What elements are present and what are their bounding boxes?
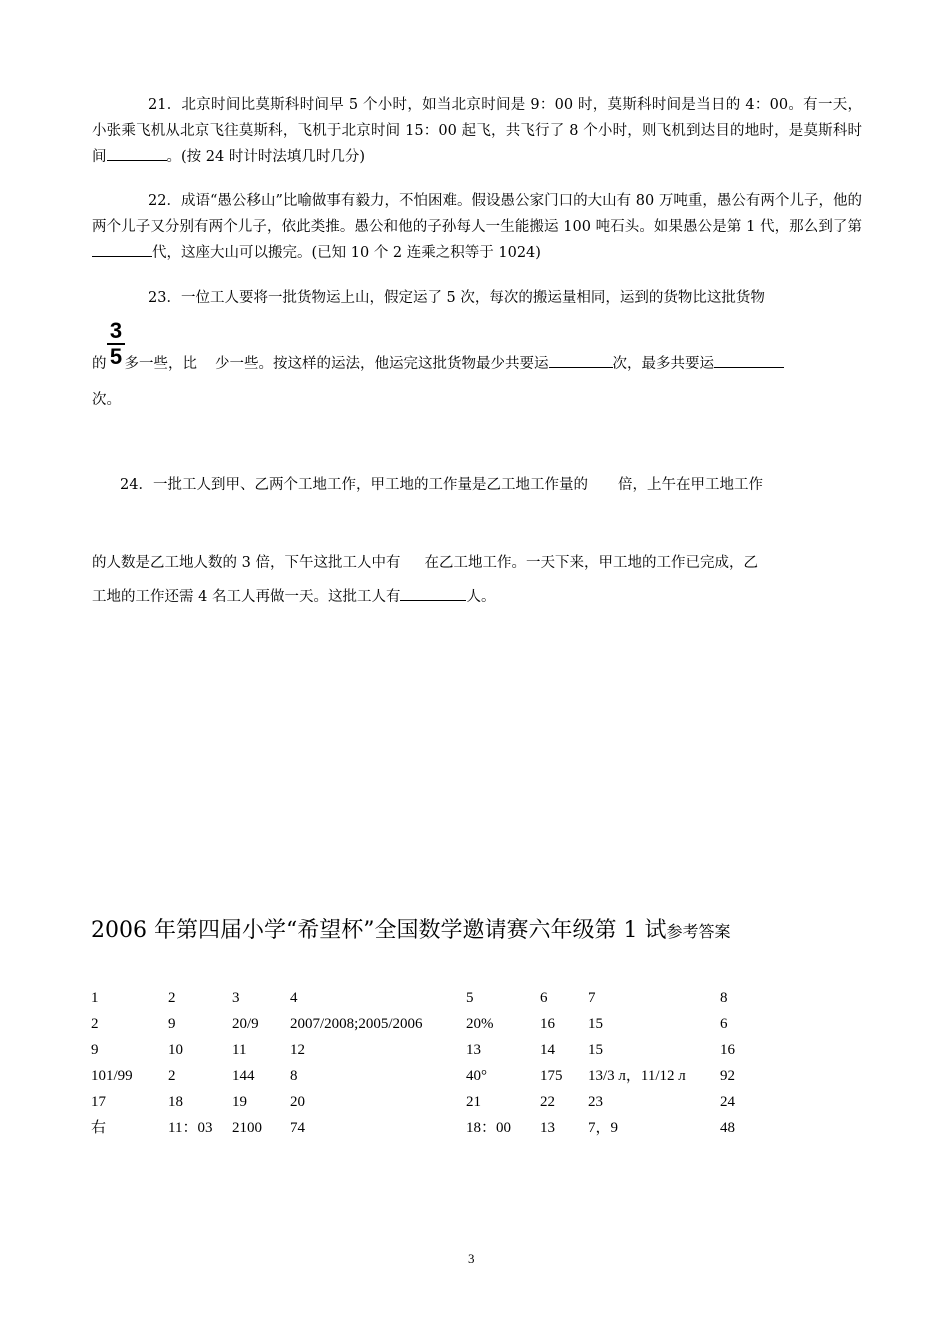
answer-cell: 24 <box>720 1094 735 1110</box>
answer-cell: 15 <box>588 1042 603 1058</box>
answer-cell: 2 <box>91 1016 99 1032</box>
answer-blank <box>400 586 466 601</box>
answer-cell: 21 <box>466 1094 481 1110</box>
answer-cell: 6 <box>720 1016 728 1032</box>
question-22-text-end: 代，这座大山可以搬完。(已知 10 个 2 连乘之积等于 1024) <box>152 245 541 261</box>
answer-cell: 175 <box>540 1068 563 1084</box>
answer-cell: 3 <box>232 990 240 1006</box>
answer-cell: 右 <box>91 1120 107 1136</box>
answer-cell: 8 <box>720 990 728 1006</box>
question-21 <box>92 92 862 170</box>
question-24-text-e: 工地的工作还需 4 名工人再做一天。这批工人有 <box>92 589 401 605</box>
answer-cell: 2 <box>168 990 176 1006</box>
question-24-text-d: 在乙工地工作。一天下来，甲工地的工作已完成，乙 <box>424 555 758 571</box>
answer-cell: 8 <box>290 1068 298 1084</box>
answer-key-title-main: 2006 年第四届小学“希望杯”全国数学邀请赛六年级第 1 试 <box>91 918 667 943</box>
answer-cell: 17 <box>91 1094 106 1110</box>
answer-blank <box>714 353 784 368</box>
question-24-line-1 <box>120 475 763 495</box>
question-24-text-f: 人。 <box>466 589 496 605</box>
answer-cell: 2 <box>168 1068 176 1084</box>
answer-cell: 74 <box>290 1120 305 1136</box>
answer-cell: 5 <box>466 990 474 1006</box>
question-24-text-a: 24．一批工人到甲、乙两个工地工作，甲工地的工作量是乙工地工作量的 <box>120 477 588 493</box>
question-22-text: 22．成语“愚公移山”比喻做事有毅力，不怕困难。假设愚公家门口的大山有 80 万吨重，愚公有两个儿子，他的两个儿子又分别有两个儿子，依此类推。愚公和他的子孙每人一生能搬运 100 吨石头。如果愚公是第 1 代，那么到了第 <box>92 193 862 235</box>
answer-cell: 20 <box>290 1094 305 1110</box>
answer-cell: 9 <box>168 1016 176 1032</box>
fraction-numerator: 3 <box>109 318 123 343</box>
question-21-text-end: 。(按 24 时计时法填几时几分) <box>166 149 365 165</box>
fraction-denominator: 5 <box>109 344 123 369</box>
answer-cell: 11 <box>232 1042 247 1058</box>
answer-cell: 7，9 <box>588 1120 619 1136</box>
answer-cell: 20% <box>466 1016 494 1032</box>
answer-key-title <box>91 915 730 948</box>
answer-cell: 14 <box>540 1042 555 1058</box>
answer-blank <box>92 242 152 257</box>
answer-cell: 101/99 <box>91 1068 133 1084</box>
answer-cell: 11：03 <box>168 1120 213 1136</box>
answer-cell: 10 <box>168 1042 183 1058</box>
question-24-text-b: 倍，上午在甲工地工作 <box>617 477 763 493</box>
answer-cell: 4 <box>290 990 298 1006</box>
question-22 <box>92 188 862 266</box>
question-23-text-c: 少一些。按这样的运法，他运完这批货物最少共要运 <box>215 356 549 372</box>
answer-cell: 20/9 <box>232 1016 259 1032</box>
answer-cell: 1 <box>91 990 99 1006</box>
answer-blank <box>107 146 167 161</box>
answer-key-title-suffix: 参考答案 <box>666 922 731 941</box>
question-23-line-1: 23．一位工人要将一批货物运上山，假定运了 5 次，每次的搬运量相同，运到的货物比这批货物 <box>148 290 765 306</box>
answer-cell: 92 <box>720 1068 735 1084</box>
answer-blank <box>549 353 613 368</box>
answer-cell: 18：00 <box>466 1120 512 1136</box>
answer-cell: 6 <box>540 990 548 1006</box>
answer-cell: 23 <box>588 1094 603 1110</box>
question-23-line-2 <box>92 353 784 374</box>
question-21-text: 21．北京时间比莫斯科时间早 5 个小时，如当北京时间是 9：00 时，莫斯科时间是当日的 4：00。有一天，小张乘飞机从北京飞往莫斯科，飞机于北京时间 15：00 起飞，共飞行了 8 个小时，则飞机到达目的地时，是莫斯科时间 <box>92 97 862 165</box>
answer-cell: 2007/2008;2005/2006 <box>290 1016 423 1032</box>
answer-cell: 13/3 л，11/12 л <box>588 1068 686 1084</box>
question-23-text-b: 多一些，比 <box>124 356 197 372</box>
answer-cell: 13 <box>540 1120 555 1136</box>
answer-cell: 18 <box>168 1094 183 1110</box>
question-23-text-d: 次，最多共要运 <box>612 356 714 372</box>
answer-cell: 19 <box>232 1094 247 1110</box>
page-number: 3 <box>468 1251 475 1266</box>
answer-cell: 16 <box>720 1042 735 1058</box>
answer-cell: 7 <box>588 990 596 1006</box>
answer-cell: 13 <box>466 1042 481 1058</box>
answer-cell: 16 <box>540 1016 555 1032</box>
question-24-line-3 <box>92 586 495 607</box>
answer-cell: 48 <box>720 1120 735 1136</box>
answer-cell: 40° <box>466 1068 487 1084</box>
question-24-line-2 <box>92 553 758 573</box>
question-24-text-c: 的人数是乙工地人数的 3 倍，下午这批工人中有 <box>92 555 401 571</box>
answer-cell: 12 <box>290 1042 305 1058</box>
answer-cell: 9 <box>91 1042 99 1058</box>
answer-cell: 2100 <box>232 1120 262 1136</box>
answer-cell: 144 <box>232 1068 255 1084</box>
answer-cell: 15 <box>588 1016 603 1032</box>
question-23-text-a: 的 <box>92 356 107 372</box>
question-23-line-3: 次。 <box>92 392 121 408</box>
answer-cell: 22 <box>540 1094 555 1110</box>
